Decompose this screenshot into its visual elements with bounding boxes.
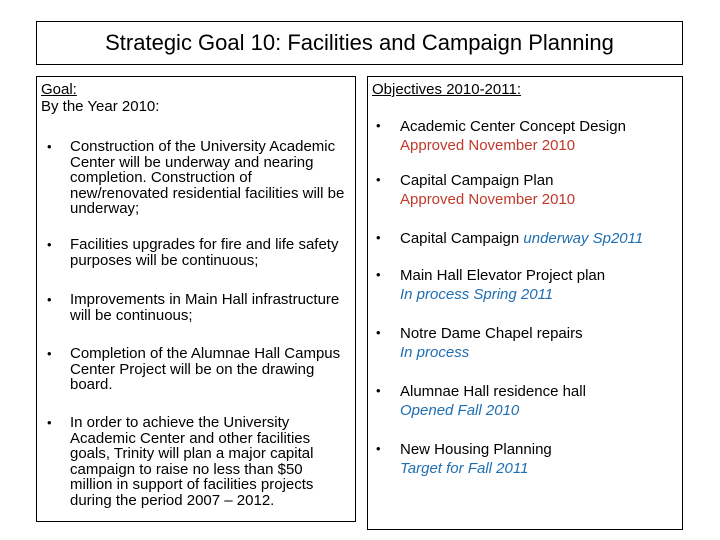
objective-text: Notre Dame Chapel repairs (400, 325, 583, 342)
bullet-icon: • (47, 139, 52, 154)
objective-text: New Housing Planning (400, 441, 552, 458)
bullet-icon: • (376, 383, 381, 398)
bullet-icon: • (47, 292, 52, 307)
bullet-icon: • (376, 441, 381, 456)
objective-status: Target for Fall 2011 (400, 459, 529, 477)
objective-status: In process Spring 2011 (400, 285, 554, 303)
objective-status: Approved November 2010 (400, 136, 576, 154)
goal-subheading: By the Year 2010: (41, 98, 160, 115)
title-box (36, 21, 683, 65)
goal-item-text: Improvements in Main Hall infrastructure will be continuous; (70, 291, 340, 324)
objective-status: Approved November 2010 (400, 190, 576, 208)
goal-item-text: Completion of the Alumnae Hall Campus Center Project will be on the drawing board. (70, 345, 341, 393)
bullet-icon: • (376, 267, 381, 282)
goal-item-text: In order to achieve the University Academic Center and other facilities goals, Trinity will plan a major capital campaign to raise no less than $50 million in support of facilities projects during the period 2007 – 2012. (70, 414, 314, 509)
bullet-icon: • (376, 172, 381, 187)
objective-text: Capital Campaign Plan (400, 172, 554, 189)
bullet-icon: • (376, 325, 381, 340)
objective-text: Alumnae Hall residence hall (400, 383, 586, 400)
objective-text: Capital Campaign (400, 230, 524, 247)
objective-text: Main Hall Elevator Project plan (400, 267, 606, 284)
objective-status: In process (400, 343, 470, 361)
objectives-panel (367, 76, 683, 530)
goal-heading: Goal: (41, 81, 77, 98)
objective-status: underway Sp2011 (523, 230, 644, 247)
goal-panel (36, 76, 356, 522)
goal-item-text: Construction of the University Academic Center will be underway and nearing completion. Construction of new/renovated residential facilities will be underway; (70, 138, 345, 217)
objective-text: Academic Center Concept Design (400, 118, 626, 135)
page-title: Strategic Goal 10: Facilities and Campaign Planning (105, 30, 614, 55)
bullet-icon: • (376, 230, 381, 245)
objective-status: Opened Fall 2010 (400, 401, 520, 419)
objectives-heading: Objectives 2010-2011: (372, 81, 521, 98)
bullet-icon: • (47, 346, 52, 361)
bullet-icon: • (47, 415, 52, 430)
bullet-icon: • (376, 118, 381, 133)
bullet-icon: • (47, 237, 52, 252)
goal-item-text: Facilities upgrades for fire and life safety purposes will be continuous; (70, 236, 339, 269)
